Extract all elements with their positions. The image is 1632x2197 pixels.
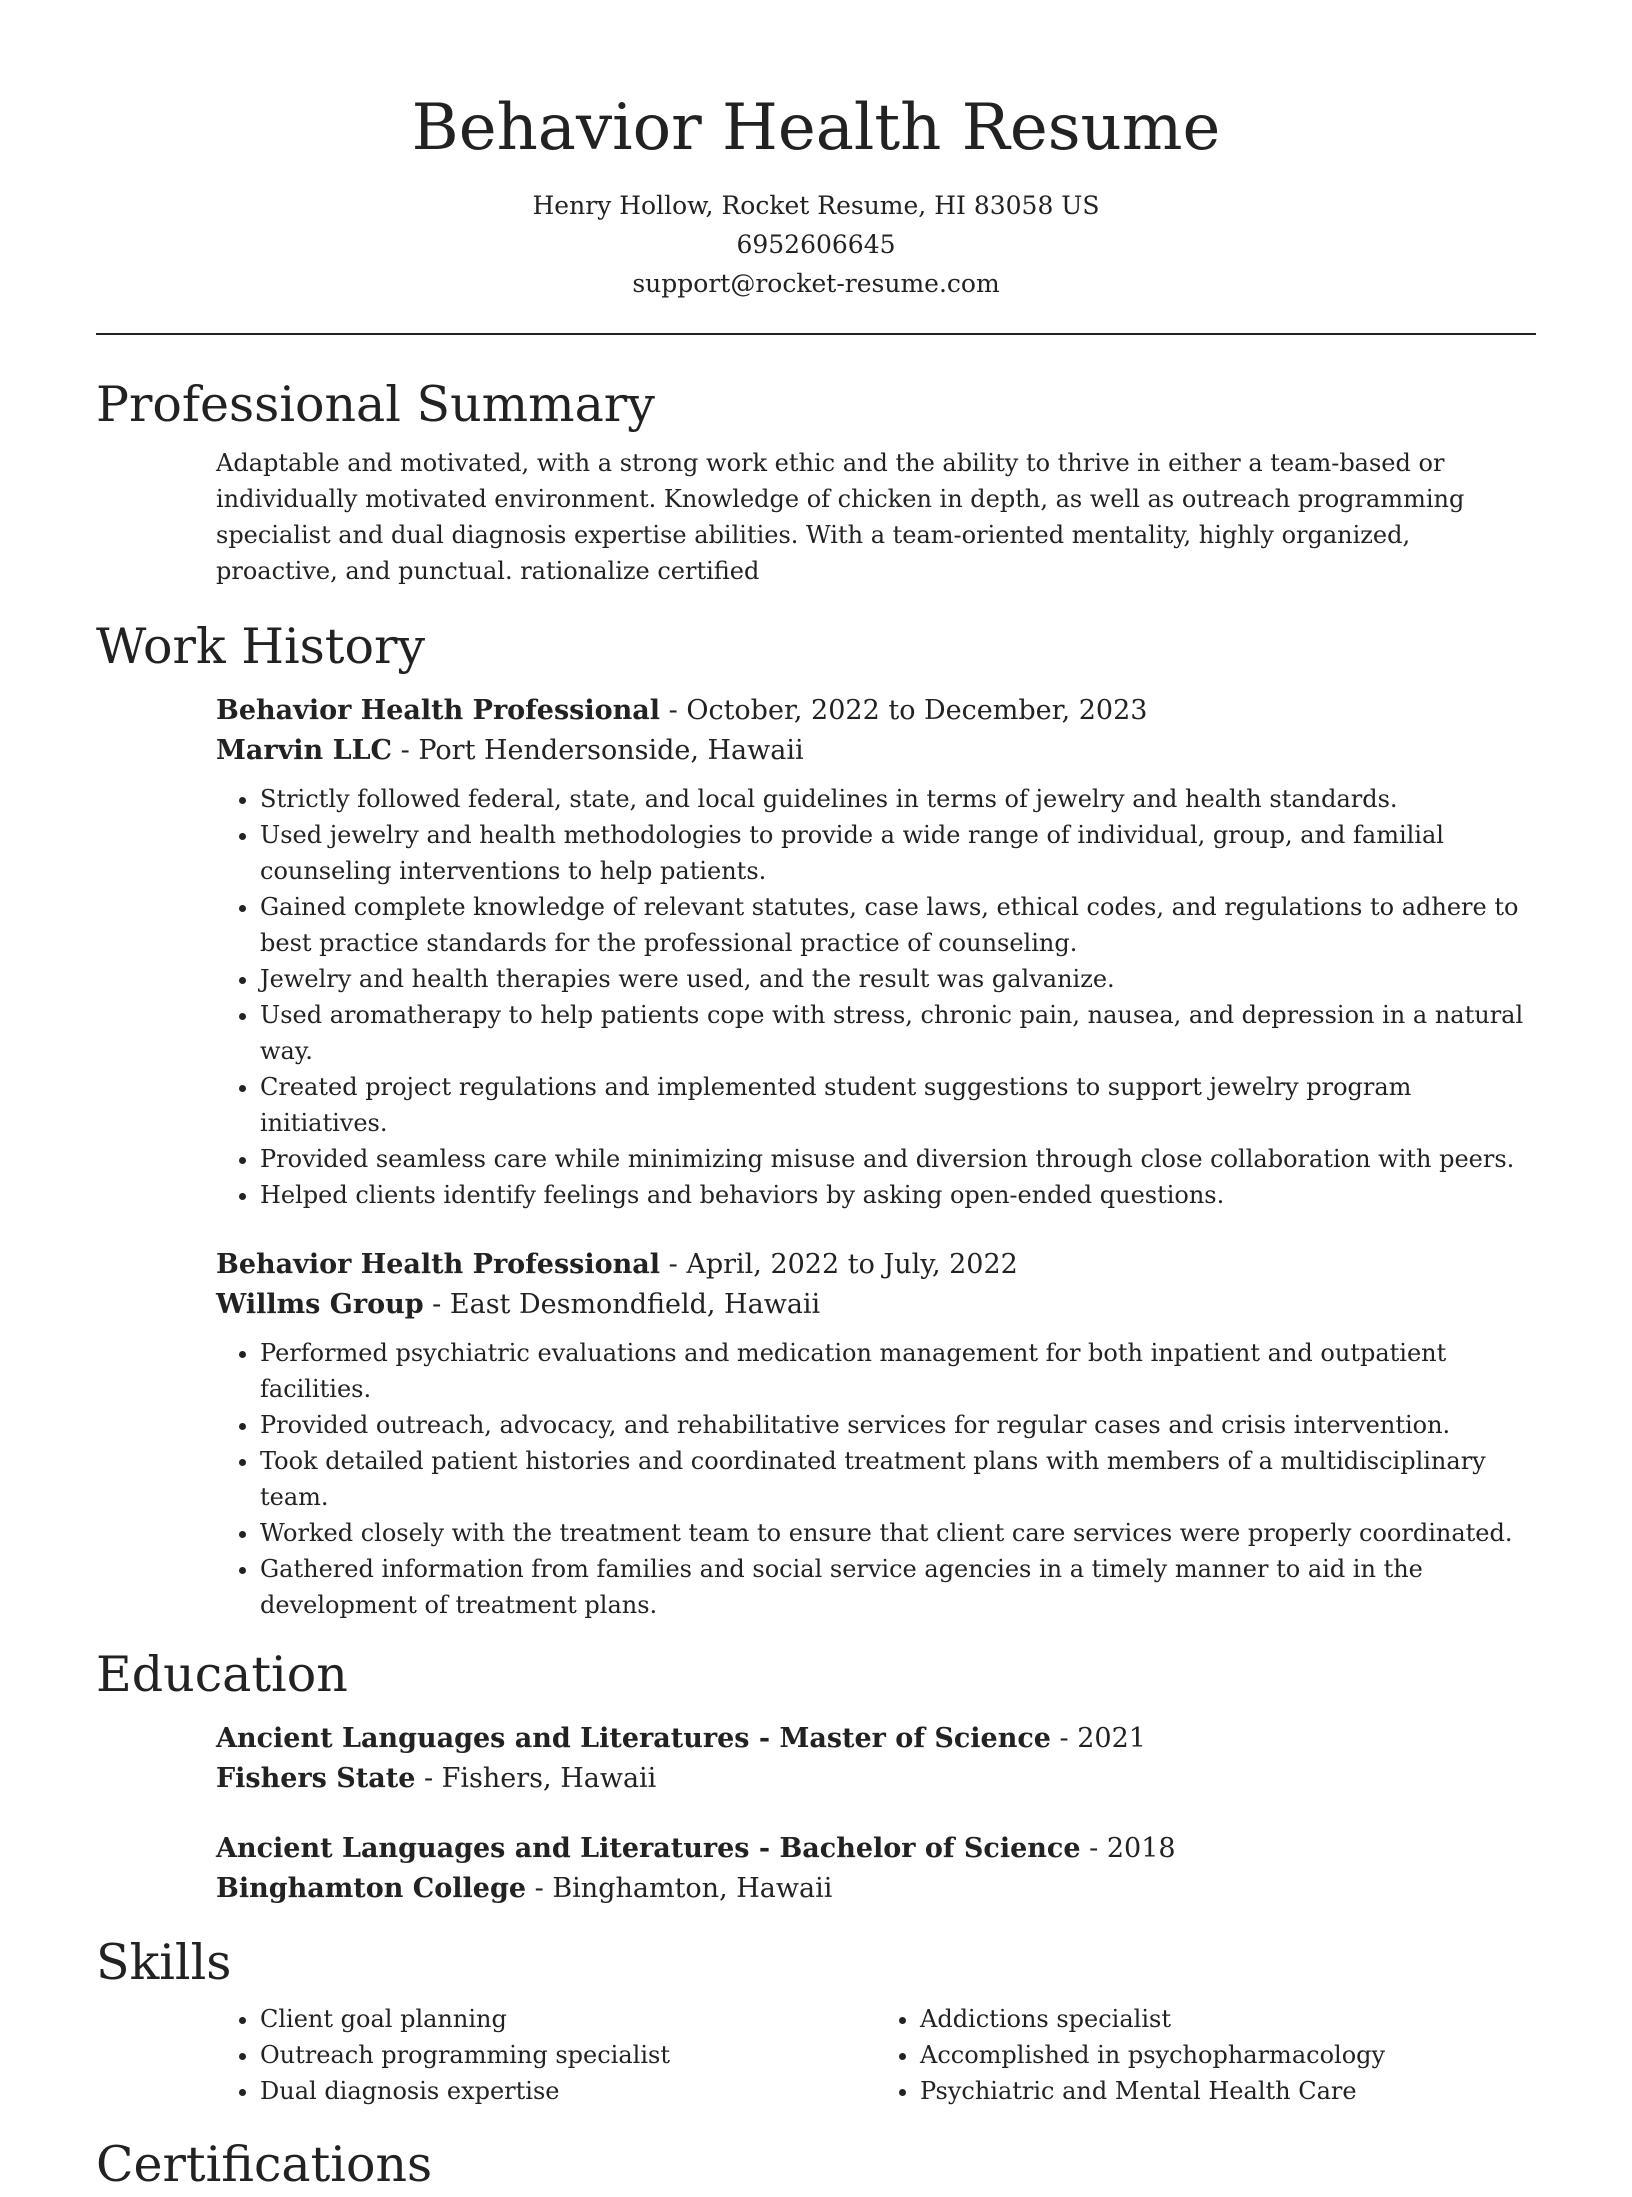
resume-title: Behavior Health Resume <box>411 91 1221 165</box>
job-dates: - April, 2022 to July, 2022 <box>660 1249 1018 1280</box>
job-bullet: • Helped clients identify feelings and behaviors by asking open-ended questions. <box>260 1177 1536 1213</box>
skill-item: • Client goal planning <box>260 2001 876 2037</box>
job-bullet: • Used jewelry and health methodologies to provide a wide range of individual, group, and familial counseling interventions to help patients. <box>260 817 1536 889</box>
education-degree-line <box>216 1719 1536 1759</box>
job-bullet: • Took detailed patient histories and coordinated treatment plans with members of a multidisciplinary team. <box>260 1443 1536 1515</box>
header-divider <box>96 333 1536 335</box>
job-bullet: • Created project regulations and implemented student suggestions to support jewelry program initiatives. <box>260 1069 1536 1141</box>
job-bullet: • Provided outreach, advocacy, and rehabilitative services for regular cases and crisis intervention. <box>260 1407 1536 1443</box>
summary-heading: Professional Summary <box>96 376 655 433</box>
skill-item: • Dual diagnosis expertise <box>260 2073 876 2109</box>
job-location: - Port Hendersonside, Hawaii <box>392 735 804 766</box>
job-entry <box>216 691 1536 1213</box>
contact-address: Henry Hollow, Rocket Resume, HI 83058 US <box>532 191 1100 220</box>
job-bullet: • Provided seamless care while minimizing misuse and diversion through close collaboration with peers. <box>260 1141 1536 1177</box>
job-bullets <box>216 1335 1536 1623</box>
education-location: - Fishers, Hawaii <box>415 1763 657 1794</box>
work-heading: Work History <box>96 618 426 675</box>
job-bullet: • Worked closely with the treatment team to ensure that client care services were properly coordinated. <box>260 1515 1536 1551</box>
job-bullet: • Performed psychiatric evaluations and medication management for both inpatient and outpatient facilities. <box>260 1335 1536 1407</box>
education-entry <box>216 1719 1536 1799</box>
job-title: Behavior Health Professional <box>216 1249 661 1280</box>
job-dates: - October, 2022 to December, 2023 <box>660 695 1148 726</box>
job-bullet: • Gathered information from families and social service agencies in a timely manner to aid in the development of treatment plans. <box>260 1551 1536 1623</box>
education-section <box>96 1643 1536 1909</box>
job-title: Behavior Health Professional <box>216 695 661 726</box>
contact-phone: 6952606645 <box>736 230 896 259</box>
skills-section <box>96 1931 1536 2109</box>
skill-item: • Addictions specialist <box>920 2001 1536 2037</box>
job-bullets <box>216 781 1536 1213</box>
job-bullet: • Jewelry and health therapies were used, and the result was galvanize. <box>260 961 1536 997</box>
job-company-line <box>216 731 1536 771</box>
job-title-line <box>216 691 1536 731</box>
education-location: - Binghamton, Hawaii <box>526 1873 833 1904</box>
job-bullet: • Strictly followed federal, state, and local guidelines in terms of jewelry and health standards. <box>260 781 1536 817</box>
job-bullet: • Gained complete knowledge of relevant statutes, case laws, ethical codes, and regulations to adhere to best practice standards for the professional practice of counseling. <box>260 889 1536 961</box>
resume-header <box>96 0 1536 303</box>
education-year: - 2018 <box>1080 1833 1176 1864</box>
education-school-line <box>216 1759 1536 1799</box>
education-school-line <box>216 1869 1536 1909</box>
contact-email: support@rocket-resume.com <box>632 269 1000 298</box>
education-degree: Ancient Languages and Literatures - Bachelor of Science <box>216 1833 1081 1864</box>
work-section <box>96 615 1536 1623</box>
contact-block <box>96 186 1536 303</box>
summary-text: Adaptable and motivated, with a strong work ethic and the ability to thrive in either a team-based or individually motivated environment. Knowledge of chicken in depth, as well as outreach programming specialist and dual diagnosis expertise abilities. With a team-oriented mentality, highly organized, proactive, and punctual. rationalize certified <box>216 449 1465 585</box>
skills-list-left <box>216 2001 876 2109</box>
job-bullet: • Used aromatherapy to help patients cope with stress, chronic pain, nausea, and depression in a natural way. <box>260 997 1536 1069</box>
resume-page <box>96 0 1536 2197</box>
job-title-line <box>216 1245 1536 1285</box>
certifications-section <box>96 2133 1536 2197</box>
education-school: Binghamton College <box>216 1873 527 1904</box>
skill-item: • Accomplished in psychopharmacology <box>920 2037 1536 2073</box>
education-degree: Ancient Languages and Literatures - Master of Science <box>216 1723 1051 1754</box>
education-school: Fishers State <box>216 1763 416 1794</box>
education-degree-line <box>216 1829 1536 1869</box>
education-entry <box>216 1829 1536 1909</box>
summary-section <box>96 373 1536 589</box>
skills-heading: Skills <box>96 1934 232 1991</box>
skills-columns <box>216 1995 1536 2109</box>
job-location: - East Desmondfield, Hawaii <box>423 1289 821 1320</box>
job-company-line <box>216 1285 1536 1325</box>
skill-item: • Outreach programming specialist <box>260 2037 876 2073</box>
job-entry <box>216 1245 1536 1623</box>
job-company: Willms Group <box>216 1289 424 1320</box>
education-year: - 2021 <box>1050 1723 1146 1754</box>
certifications-heading: Certifications <box>96 2136 433 2193</box>
skill-item: • Psychiatric and Mental Health Care <box>920 2073 1536 2109</box>
skills-list-right <box>876 2001 1536 2109</box>
job-company: Marvin LLC <box>216 735 393 766</box>
education-heading: Education <box>96 1646 348 1703</box>
